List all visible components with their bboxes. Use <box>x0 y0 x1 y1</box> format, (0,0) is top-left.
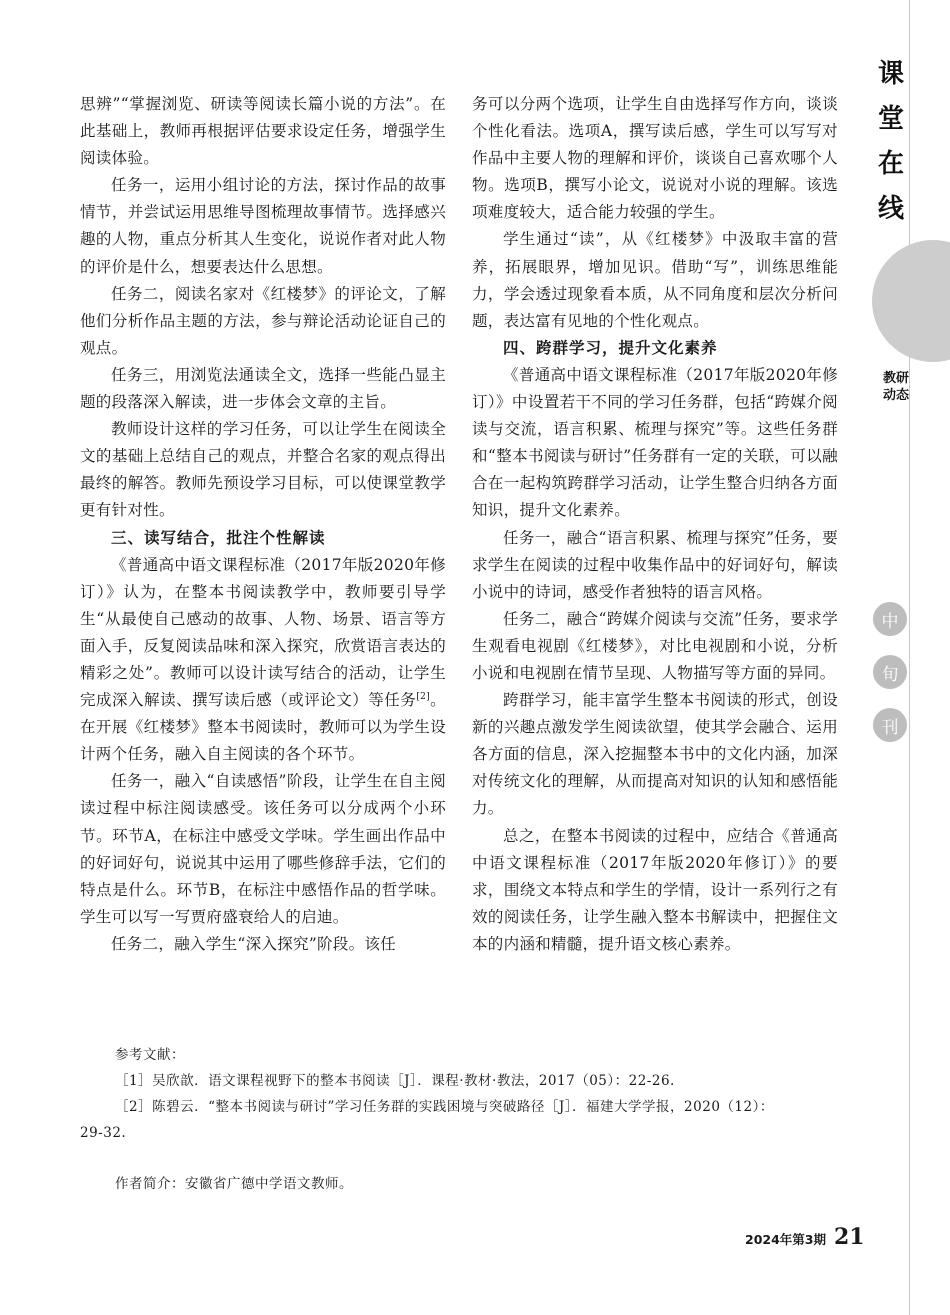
issue-label: 2024年第3期 <box>745 1232 826 1247</box>
paragraph <box>80 552 446 769</box>
periodical-badges <box>873 602 909 761</box>
page-number: 21 <box>834 1224 865 1250</box>
paragraph: 《普通高中语文课程标准（2017年版2020年修订）》中设置若干不同的学习任务群，包括“跨媒介阅读与交流，语言积累、梳理与探究”等。这些任务群和“整本书阅读与研讨”任务群有一定的关联，可以融合在一起构筑跨群学习活动，让学生整合归纳各方面知识，提升文化素养。 <box>472 365 838 520</box>
section-title: 课堂在线 <box>877 59 904 224</box>
paragraph: 总之，在整本书阅读的过程中，应结合《普通高中语文课程标准（2017年版2020年修订）》的要求，围绕文本特点和学生的学情，设计一系列行之有效的阅读任务，让学生融入整本书解读中，把握住文本的内涵和精髓，提升语文核心素养。 <box>472 826 838 953</box>
badge-xun: 旬 <box>873 655 907 689</box>
paragraph: 任务一，运用小组讨论的方法，探讨作品的故事情节，并尝试运用思维导图梳理故事情节。选择感兴趣的人物，重点分析其人生变化，说说作者对此人物的评价是什么，想要表达什么思想。 <box>80 176 446 276</box>
left-column <box>80 91 446 958</box>
citation-ref: [2] <box>416 691 430 702</box>
paragraph: 任务一，融入“自读感悟”阶段，让学生在自主阅读过程中标注阅读感受。该任务可以分成两个小环节。环节A，在标注中感受文学味。学生画出作品中的好词好句，说说其中运用了哪些修辞手法，它们的特点是什么。环节B，在标注中感悟作品的哲学味。学生可以写一写贾府盛衰给人的启迪。 <box>80 772 446 926</box>
page-footer <box>745 1224 865 1250</box>
paragraph-text: 《普通高中语文课程标准（2017年版2020年修订）》认为，在整本书阅读教学中，教师要引导学生“从最使自己感动的故事、人物、场景、语言等方面入手，反复阅读品味和深入探究，欣赏语言表达的精彩之处”。教师可以设计读写结合的活动，让学生完成深入解读、撰写读后感（或评论文）等任务 <box>80 555 446 710</box>
paragraph: 任务二，阅读名家对《红楼梦》的评论文，了解他们分析作品主题的方法，参与辩论活动论证自己的观点。 <box>80 284 446 357</box>
section-subtitle: 教研动态 <box>882 371 909 403</box>
paragraph-text: 。在开展《红楼梦》整本书阅读时，教师可以为学生设计两个任务，融入自主阅读的各个环节。 <box>80 691 446 764</box>
section-heading-4: 四、跨群学习，提升文化素养 <box>503 338 718 357</box>
right-column <box>472 91 838 958</box>
reference-item-cont: 29-32. <box>80 1125 127 1141</box>
badge-zhong: 中 <box>873 602 907 636</box>
reference-item: ［2］陈碧云．“整本书阅读与研讨”学习任务群的实践困境与突破路径［J］．福建大学学报，2020（12）： <box>115 1099 774 1115</box>
paragraph: 学生通过“读”，从《红楼梦》中汲取丰富的营养，拓展眼界，增加见识。借助“写”，训练思维能力，学会透过现象看本质，从不同角度和层次分析问题，表达富有见地的个性化观点。 <box>472 230 838 330</box>
side-rule <box>909 0 910 1315</box>
paragraph: 跨群学习，能丰富学生整本书阅读的形式，创设新的兴趣点激发学生阅读欲望，使其学会融合、运用各方面的信息，深入挖掘整本书中的文化内涵，加深对传统文化的理解，从而提高对知识的认知和感悟能力。 <box>472 691 838 818</box>
author-bio: 作者简介：安徽省广德中学语文教师。 <box>115 1176 353 1192</box>
paragraph: 教师设计这样的学习任务，可以让学生在阅读全文的基础上总结自己的观点，并整合名家的观点得出最终的解答。教师先预设学习目标，可以使课堂教学更有针对性。 <box>80 420 446 520</box>
paragraph: 任务二，融入学生“深入探究”阶段。该任 <box>111 934 397 953</box>
decorative-circle <box>872 240 950 362</box>
paragraph: 任务二，融合“跨媒介阅读与交流”任务，要求学生观看电视剧《红楼梦》，对比电视剧和小说，分析小说和电视剧在情节呈现、人物描写等方面的异同。 <box>472 609 838 682</box>
references-heading: 参考文献： <box>115 1047 185 1063</box>
paragraph: 任务三，用浏览法通读全文，选择一些能凸显主题的段落深入解读，进一步体会文章的主旨。 <box>80 365 446 412</box>
paragraph: 务可以分两个选项，让学生自由选择写作方向，谈谈个性化看法。选项A，撰写读后感，学生可以写写对作品中主要人物的理解和评价，谈谈自己喜欢哪个人物。选项B，撰写小论文，说说对小说的理解。该选项难度较大，适合能力较强的学生。 <box>472 95 838 222</box>
paragraph: 思辨”“掌握浏览、研读等阅读长篇小说的方法”。在此基础上，教师再根据评估要求设定任务，增强学生阅读体验。 <box>80 95 446 168</box>
references <box>80 1042 870 1146</box>
badge-kan: 刊 <box>873 708 907 742</box>
paragraph: 任务一，融合“语言积累、梳理与探究”任务，要求学生在阅读的过程中收集作品中的好词好句，解读小说中的诗词，感受作者独特的语言风格。 <box>472 528 838 601</box>
reference-item: ［1］吴欣歆．语文课程视野下的整本书阅读［J］．课程·教材·教法，2017（05）：22-26. <box>115 1073 675 1089</box>
section-heading-3: 三、读写结合，批注个性解读 <box>111 528 326 547</box>
